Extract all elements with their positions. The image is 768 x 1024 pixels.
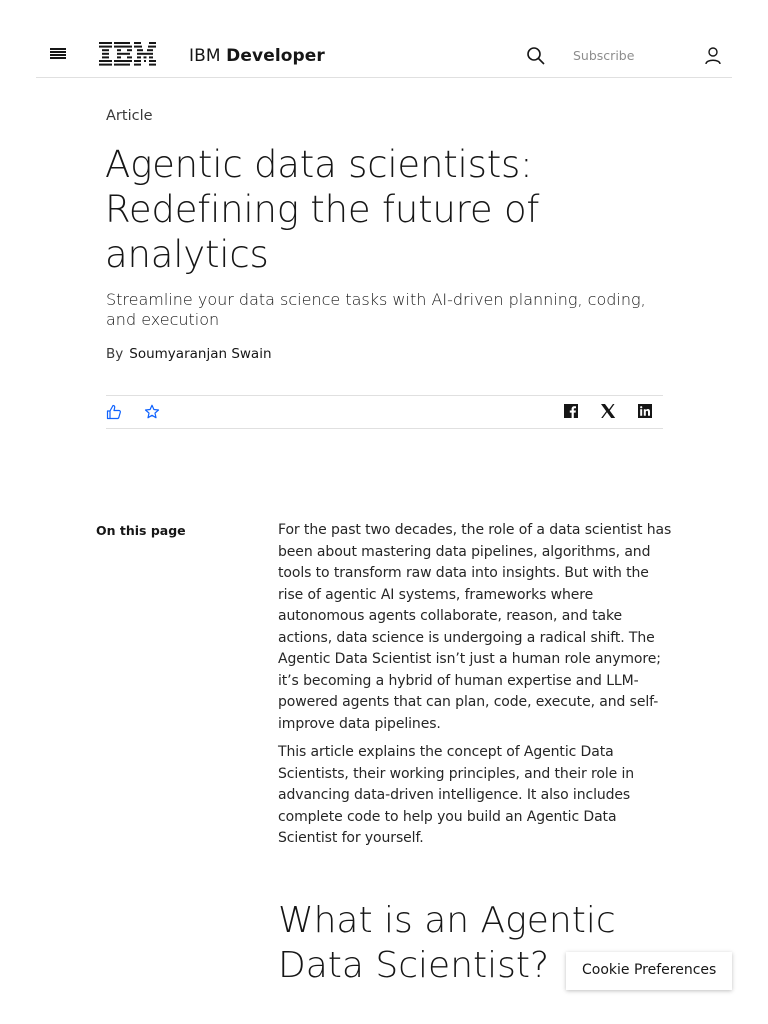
cookie-preferences-button[interactable]: Cookie Preferences xyxy=(566,952,732,990)
by-label: By xyxy=(106,346,124,362)
body-paragraph: This article explains the concept of Agentic Data Scientists, their working principles, and their role in advancing data-driven intelligence. It also includes complete code to help you build an Agentic Data Scientist for yourself. xyxy=(278,744,635,846)
on-this-page-label: On this page xyxy=(96,523,186,538)
body-paragraph: For the past two decades, the role of a data scientist has been about mastering data pipelines, algorithms, and tools to transform raw data into insights. But with the rise of agentic AI systems, frameworks where autonomous agents collaborate, reason, and take actions, data science is undergoing a radical shift. The Agentic Data Scientist isn’t just a human role anymore; it’s becoming a hybrid of human expertise and LLM-powered agents that can plan, code, execute, and self-improve data pipelines. xyxy=(278,522,672,732)
subscribe-link[interactable]: Subscribe xyxy=(573,48,635,63)
ibm-logo[interactable] xyxy=(99,42,156,70)
x-twitter-icon xyxy=(599,402,617,420)
bookmark-button[interactable] xyxy=(144,404,160,420)
like-button[interactable] xyxy=(106,404,122,420)
facebook-icon xyxy=(563,403,579,419)
share-x-button[interactable] xyxy=(599,402,617,420)
linkedin-icon xyxy=(637,403,653,419)
search-button[interactable] xyxy=(526,46,546,66)
article-title: Agentic data scientists: Redefining the future of analytics xyxy=(105,143,540,276)
author-link[interactable]: Soumyaranjan Swain xyxy=(129,346,272,362)
byline xyxy=(106,346,272,362)
action-bar xyxy=(106,395,663,429)
user-button[interactable] xyxy=(704,46,722,66)
share-facebook-button[interactable] xyxy=(563,403,579,419)
thumbs-up-icon xyxy=(106,404,122,420)
ibm-logo-icon xyxy=(99,42,156,66)
menu-icon xyxy=(50,48,66,50)
article-type-label: Article xyxy=(106,108,153,124)
star-icon xyxy=(144,404,160,420)
site-title[interactable]: IBM Developer xyxy=(189,46,325,66)
user-icon xyxy=(704,46,722,66)
share-linkedin-button[interactable] xyxy=(637,403,653,419)
article-subtitle: Streamline your data science tasks with AI-driven planning, coding, and execution xyxy=(106,290,646,329)
masthead xyxy=(36,28,732,78)
menu-button[interactable] xyxy=(50,48,68,62)
search-icon xyxy=(526,46,546,66)
section-heading: What is an Agentic Data Scientist? xyxy=(278,900,616,986)
